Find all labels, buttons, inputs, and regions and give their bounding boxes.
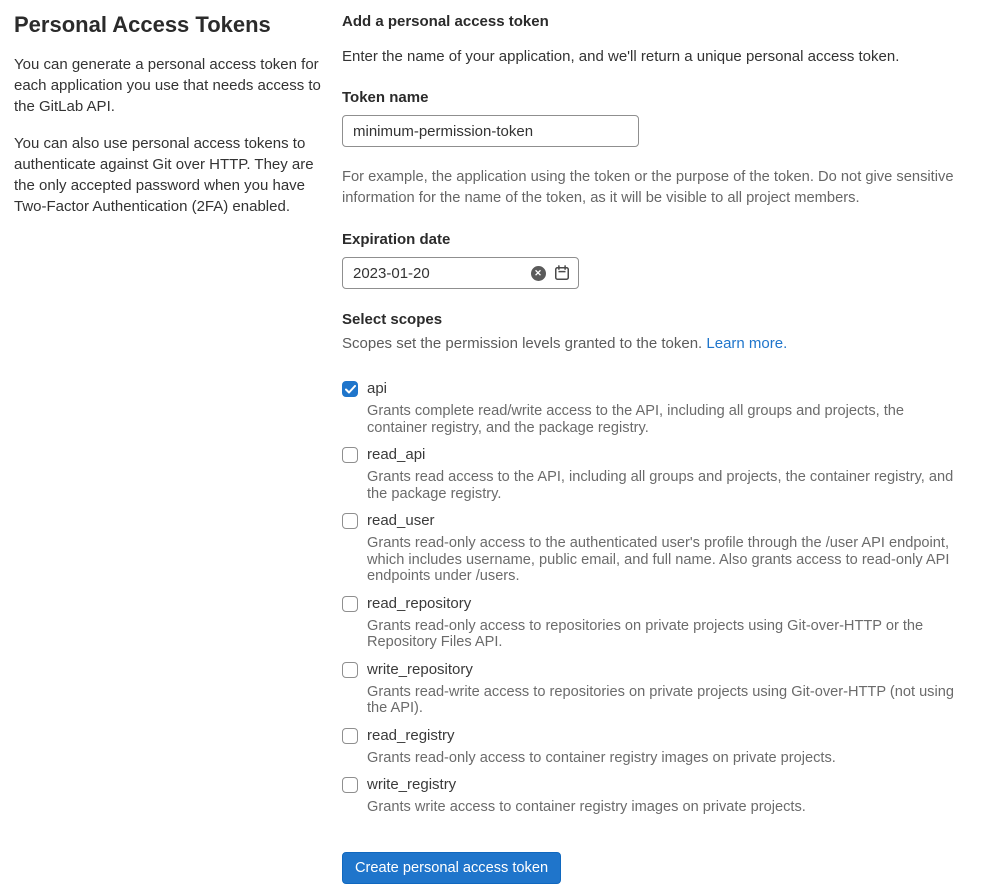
calendar-icon [554, 265, 570, 281]
scope-row-read-api [342, 445, 962, 502]
expiration-date-field [342, 257, 579, 289]
calendar-picker-button[interactable] [553, 264, 571, 282]
scopes-help [342, 334, 962, 354]
scope-label[interactable]: read_user [367, 512, 435, 529]
scope-label[interactable]: read_registry [367, 726, 455, 744]
scope-description: Grants write access to container registry images on private projects. [367, 799, 806, 815]
form-description: Enter the name of your application, and we'll return a unique personal access token. [342, 48, 900, 65]
learn-more-link[interactable]: Learn more. [706, 335, 788, 352]
scope-checkbox-read-repository[interactable] [342, 596, 358, 612]
scope-description: Grants read-only access to repositories on private projects using Git-over-HTTP or the Repository Files API. [367, 617, 924, 650]
page-title: Personal Access Tokens [14, 12, 271, 37]
token-form [342, 10, 962, 884]
scope-description: Grants read-only access to the authenticated user's profile through the /user API endpoint, which includes username, public email, and full name. Also grants access to read-only API endpoints under /users. [367, 535, 950, 584]
create-token-button[interactable]: Create personal access token [342, 852, 561, 884]
scope-description: Grants read access to the API, including all groups and projects, the container registry, and the package registry. [367, 469, 954, 502]
scope-description: Grants read-write access to repositories on private projects using Git-over-HTTP (not using the API). [367, 683, 954, 716]
scope-checkbox-write-repository[interactable] [342, 662, 358, 678]
token-name-group [342, 89, 639, 147]
clear-x-circle-icon: ✕ [531, 266, 546, 281]
clear-date-button[interactable] [529, 264, 547, 282]
scope-description: Grants read-only access to container registry images on private projects. [367, 749, 836, 766]
scope-label[interactable]: api [367, 380, 388, 397]
scope-checkbox-api[interactable] [342, 381, 358, 397]
scopes-group [342, 311, 962, 816]
scope-label[interactable]: read_repository [367, 594, 472, 612]
scope-checkbox-read-registry[interactable] [342, 728, 358, 744]
section-sidebar [14, 10, 322, 884]
token-name-label: Token name [342, 89, 429, 106]
scope-row-read-repository [342, 594, 962, 651]
scope-row-read-user [342, 511, 962, 585]
scope-label[interactable]: read_api [367, 446, 426, 463]
scope-label[interactable]: write_registry [367, 776, 457, 793]
expiration-group [342, 231, 962, 289]
form-heading: Add a personal access token [342, 13, 549, 30]
scope-description: Grants complete read/write access to the API, including all groups and projects, the container registry, and the package registry. [367, 403, 905, 436]
select-scopes-label: Select scopes [342, 311, 443, 328]
scope-row-api [342, 379, 962, 436]
scope-checkbox-read-api[interactable] [342, 447, 358, 463]
token-name-input[interactable] [342, 115, 639, 147]
token-name-help: For example, the application using the token or the purpose of the token. Do not give sensitive information for the name of the token, as it will be visible to all project members. [342, 169, 954, 206]
sidebar-paragraph-2: You can also use personal access tokens to authenticate against Git over HTTP. They are the only accepted password when you have Two-Factor Authentication (2FA) enabled. [14, 135, 314, 215]
check-icon [345, 385, 356, 394]
scope-row-read-registry [342, 726, 962, 767]
sidebar-paragraph-1: You can generate a personal access token for each application you use that needs access to the GitLab API. [14, 56, 321, 115]
scope-row-write-repository [342, 660, 962, 717]
scope-row-write-registry [342, 775, 962, 816]
scopes-help-text: Scopes set the permission levels granted to the token. [342, 335, 703, 352]
scope-checkbox-write-registry[interactable] [342, 777, 358, 793]
scope-checkbox-read-user[interactable] [342, 513, 358, 529]
scope-label[interactable]: write_repository [367, 660, 473, 678]
expiration-label: Expiration date [342, 231, 451, 248]
